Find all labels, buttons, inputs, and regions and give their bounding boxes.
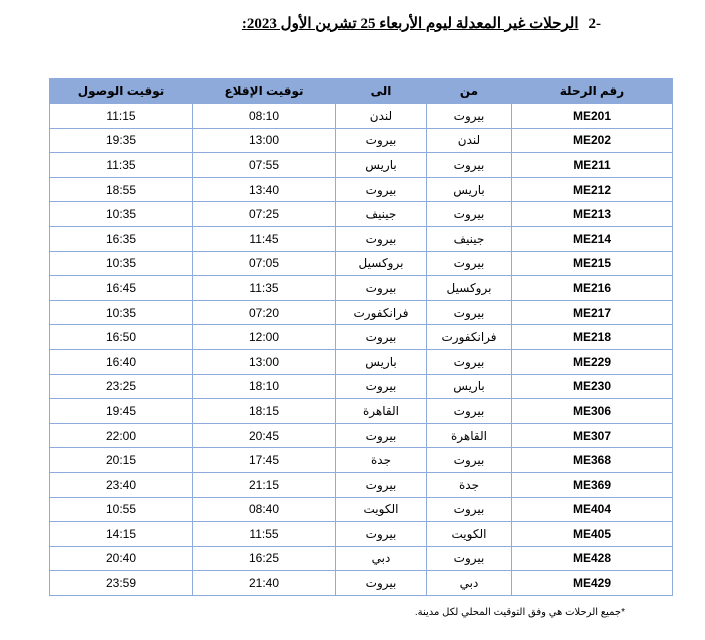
header-arrival: توقيت الوصول [50, 79, 193, 104]
flight-number-cell: ME202 [512, 128, 673, 153]
to-cell: بيروت [336, 128, 427, 153]
arrival-cell: 22:00 [50, 423, 193, 448]
departure-cell: 18:15 [193, 399, 336, 424]
departure-cell: 07:05 [193, 251, 336, 276]
departure-cell: 12:00 [193, 325, 336, 350]
to-cell: الكويت [336, 497, 427, 522]
table-body [50, 104, 673, 596]
table-row [50, 202, 673, 227]
arrival-cell: 19:45 [50, 399, 193, 424]
from-cell: لندن [427, 128, 512, 153]
arrival-cell: 10:35 [50, 300, 193, 325]
table-row [50, 104, 673, 129]
flight-number-cell: ME201 [512, 104, 673, 129]
to-cell: بيروت [336, 177, 427, 202]
flight-number-cell: ME428 [512, 546, 673, 571]
to-cell: دبي [336, 546, 427, 571]
departure-cell: 13:00 [193, 349, 336, 374]
flight-number-cell: ME369 [512, 472, 673, 497]
to-cell: جينيف [336, 202, 427, 227]
arrival-cell: 23:59 [50, 571, 193, 596]
departure-cell: 13:40 [193, 177, 336, 202]
departure-cell: 21:40 [193, 571, 336, 596]
header-departure: توقيت الإقلاع [193, 79, 336, 104]
header-flight-number: رقم الرحلة [512, 79, 673, 104]
to-cell: لندن [336, 104, 427, 129]
arrival-cell: 11:15 [50, 104, 193, 129]
from-cell: بيروت [427, 399, 512, 424]
departure-cell: 20:45 [193, 423, 336, 448]
table-header-row [50, 79, 673, 104]
table-row [50, 349, 673, 374]
flight-number-cell: ME214 [512, 226, 673, 251]
to-cell: باريس [336, 153, 427, 178]
from-cell: جينيف [427, 226, 512, 251]
table-row [50, 546, 673, 571]
arrival-cell: 10:55 [50, 497, 193, 522]
from-cell: بيروت [427, 349, 512, 374]
departure-cell: 07:25 [193, 202, 336, 227]
arrival-cell: 11:35 [50, 153, 193, 178]
table-row [50, 497, 673, 522]
table-row [50, 571, 673, 596]
table-row [50, 522, 673, 547]
arrival-cell: 10:35 [50, 202, 193, 227]
flight-number-cell: ME230 [512, 374, 673, 399]
to-cell: بيروت [336, 571, 427, 596]
arrival-cell: 16:45 [50, 276, 193, 301]
arrival-cell: 19:35 [50, 128, 193, 153]
departure-cell: 18:10 [193, 374, 336, 399]
arrival-cell: 20:15 [50, 448, 193, 473]
arrival-cell: 23:25 [50, 374, 193, 399]
from-cell: باريس [427, 177, 512, 202]
to-cell: بيروت [336, 522, 427, 547]
flight-number-cell: ME306 [512, 399, 673, 424]
flight-number-cell: ME213 [512, 202, 673, 227]
table-row [50, 177, 673, 202]
from-cell: بيروت [427, 251, 512, 276]
flight-number-cell: ME216 [512, 276, 673, 301]
to-cell: بيروت [336, 226, 427, 251]
arrival-cell: 16:35 [50, 226, 193, 251]
table-row [50, 300, 673, 325]
from-cell: جدة [427, 472, 512, 497]
table-row [50, 153, 673, 178]
section-title: الرحلات غير المعدلة ليوم الأربعاء 25 تشرين الأول 2023: [241, 16, 579, 32]
from-cell: فرانكفورت [427, 325, 512, 350]
flight-number-cell: ME217 [512, 300, 673, 325]
to-cell: بروكسيل [336, 251, 427, 276]
flight-number-cell: ME211 [512, 153, 673, 178]
table-row [50, 226, 673, 251]
departure-cell: 08:10 [193, 104, 336, 129]
header-from: من [427, 79, 512, 104]
flight-number-cell: ME429 [512, 571, 673, 596]
to-cell: بيروت [336, 472, 427, 497]
flight-number-cell: ME368 [512, 448, 673, 473]
to-cell: فرانكفورت [336, 300, 427, 325]
departure-cell: 07:55 [193, 153, 336, 178]
footnote: *جميع الرحلات هي وفق التوقيت المحلي لكل مدينة. [414, 607, 625, 618]
arrival-cell: 16:50 [50, 325, 193, 350]
departure-cell: 08:40 [193, 497, 336, 522]
table-row [50, 472, 673, 497]
departure-cell: 11:35 [193, 276, 336, 301]
to-cell: بيروت [336, 276, 427, 301]
flight-number-cell: ME405 [512, 522, 673, 547]
flights-table [49, 78, 673, 596]
flight-number-cell: ME307 [512, 423, 673, 448]
table-row [50, 325, 673, 350]
to-cell: بيروت [336, 423, 427, 448]
departure-cell: 07:20 [193, 300, 336, 325]
arrival-cell: 14:15 [50, 522, 193, 547]
from-cell: بيروت [427, 300, 512, 325]
departure-cell: 17:45 [193, 448, 336, 473]
from-cell: بيروت [427, 497, 512, 522]
flight-number-cell: ME218 [512, 325, 673, 350]
section-number: -2 [588, 16, 601, 32]
to-cell: بيروت [336, 325, 427, 350]
from-cell: بيروت [427, 202, 512, 227]
from-cell: القاهرة [427, 423, 512, 448]
from-cell: الكويت [427, 522, 512, 547]
departure-cell: 21:15 [193, 472, 336, 497]
arrival-cell: 10:35 [50, 251, 193, 276]
departure-cell: 11:45 [193, 226, 336, 251]
departure-cell: 16:25 [193, 546, 336, 571]
to-cell: القاهرة [336, 399, 427, 424]
to-cell: بيروت [336, 374, 427, 399]
table-row [50, 399, 673, 424]
departure-cell: 13:00 [193, 128, 336, 153]
to-cell: باريس [336, 349, 427, 374]
table-row [50, 423, 673, 448]
arrival-cell: 23:40 [50, 472, 193, 497]
table-row [50, 128, 673, 153]
from-cell: بيروت [427, 448, 512, 473]
section-heading [242, 14, 601, 33]
from-cell: بيروت [427, 153, 512, 178]
from-cell: باريس [427, 374, 512, 399]
arrival-cell: 18:55 [50, 177, 193, 202]
flight-number-cell: ME215 [512, 251, 673, 276]
table-row [50, 374, 673, 399]
departure-cell: 11:55 [193, 522, 336, 547]
flight-number-cell: ME404 [512, 497, 673, 522]
header-to: الى [336, 79, 427, 104]
table-row [50, 251, 673, 276]
table-row [50, 448, 673, 473]
arrival-cell: 16:40 [50, 349, 193, 374]
arrival-cell: 20:40 [50, 546, 193, 571]
flight-number-cell: ME229 [512, 349, 673, 374]
from-cell: بيروت [427, 104, 512, 129]
table-row [50, 276, 673, 301]
flight-number-cell: ME212 [512, 177, 673, 202]
from-cell: دبي [427, 571, 512, 596]
from-cell: بروكسيل [427, 276, 512, 301]
from-cell: بيروت [427, 546, 512, 571]
to-cell: جدة [336, 448, 427, 473]
